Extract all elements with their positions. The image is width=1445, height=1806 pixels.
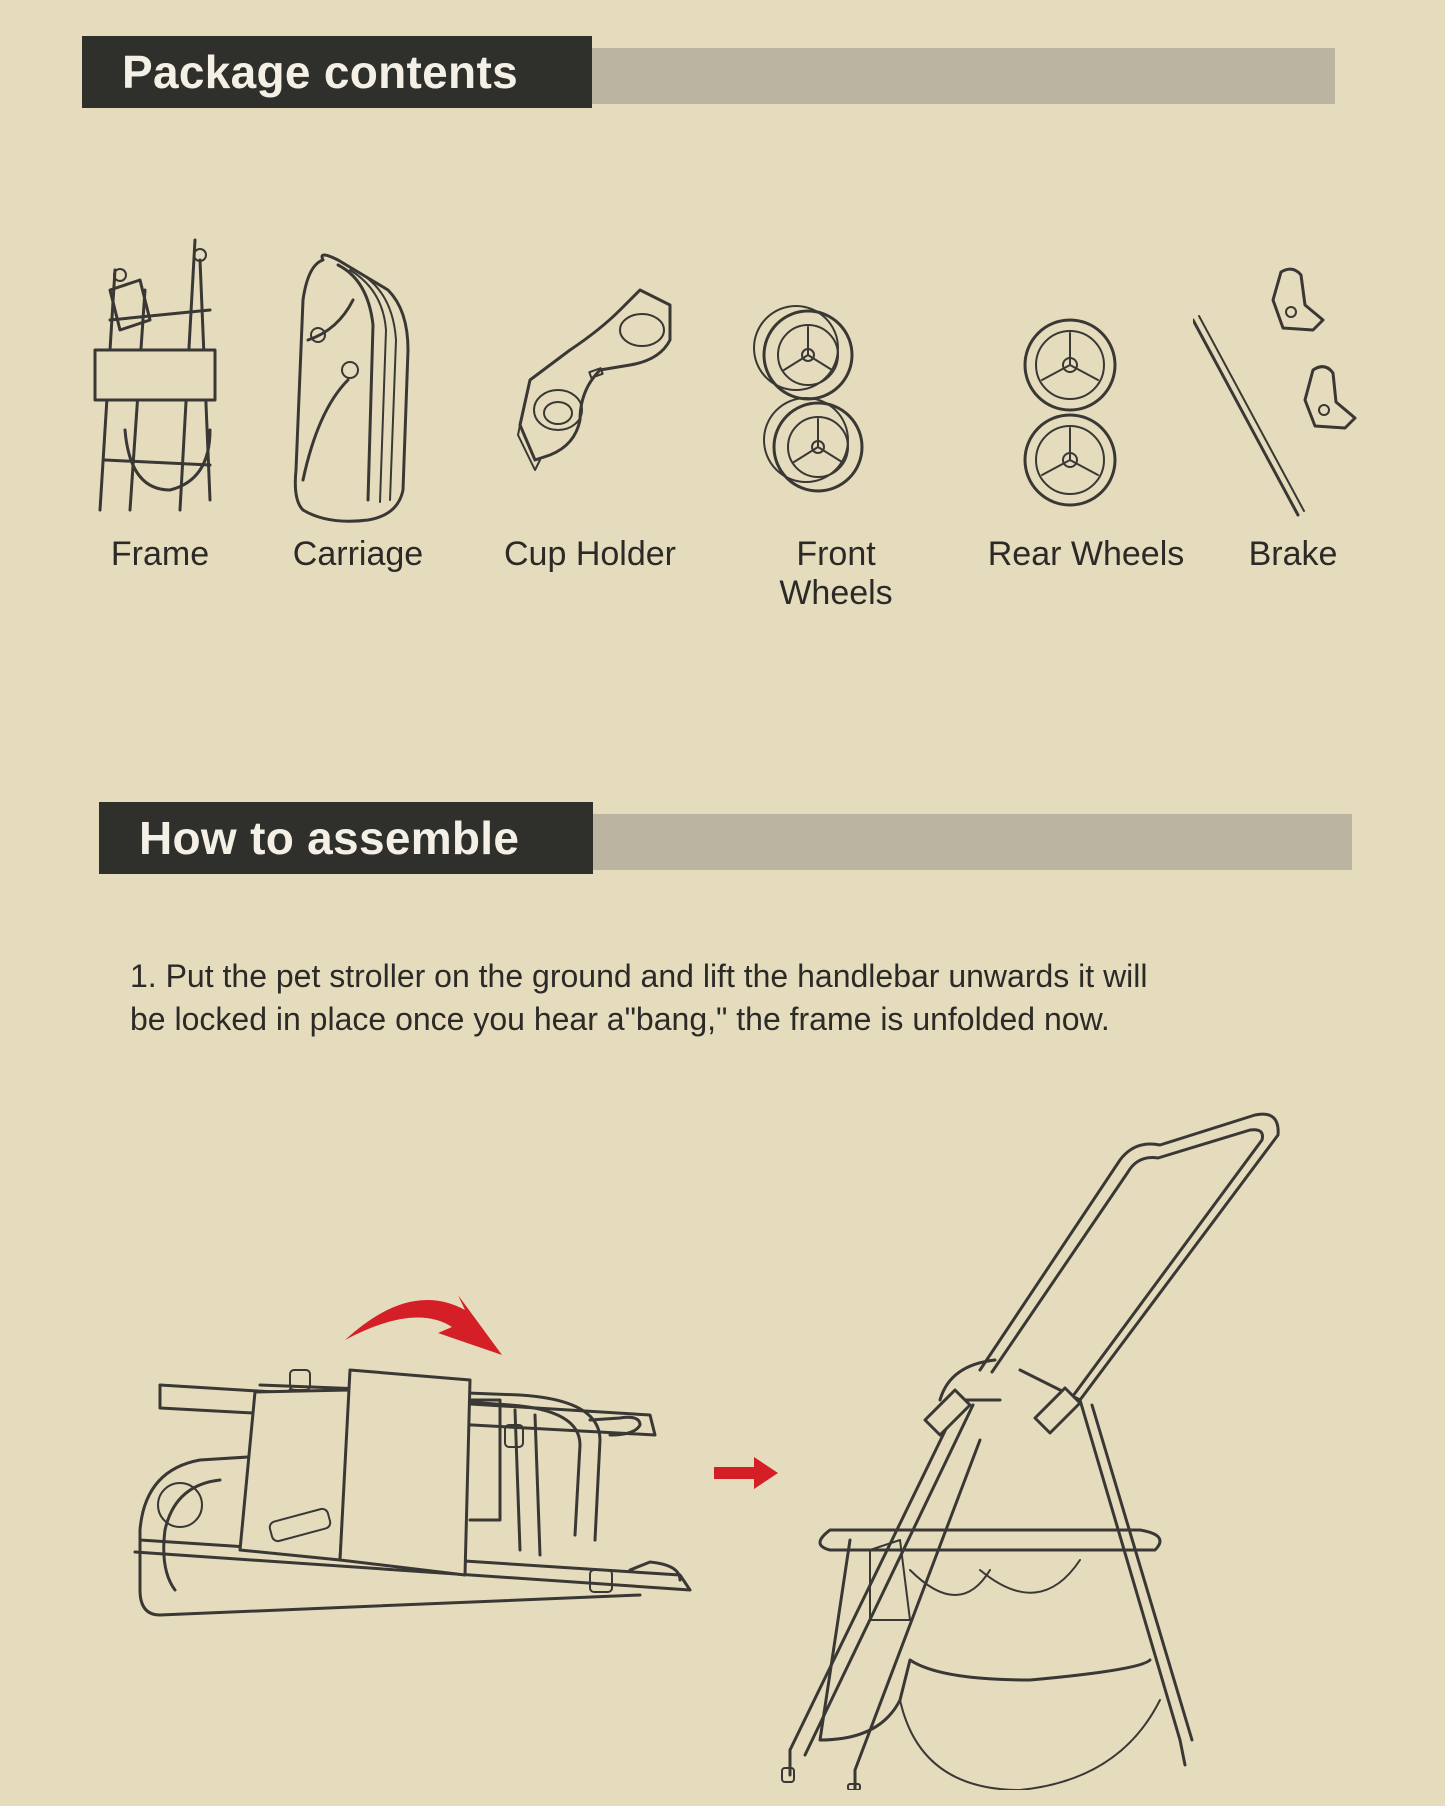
rear-wheel-lower [1025,415,1115,505]
brake-pedal-lower [1305,367,1355,428]
front-wheels-icon [736,230,936,530]
package-item-label: Brake [1248,535,1338,573]
carriage-icon [258,230,458,530]
package-contents-header [82,36,1335,108]
package-item-front-wheels [736,230,936,612]
package-item-cup-holder [490,230,690,590]
folded-frame-icon [60,230,260,530]
package-item-label: Cup Holder [504,535,676,573]
rear-wheel-upper [1025,320,1115,410]
front-wheel-upper [754,306,852,399]
package-item-brake [1193,230,1393,590]
how-to-assemble-header [99,802,1352,874]
cup-holder-icon [490,230,690,530]
unfolded-stroller-illustration [760,1100,1290,1790]
package-item-label: Rear Wheels [987,535,1185,573]
package-contents-header-bar [592,48,1335,104]
package-item-label: Front Wheels [779,535,893,612]
package-item-rear-wheels [986,230,1186,590]
rear-wheels-icon [986,230,1186,530]
brake-icon [1193,230,1393,530]
package-contents-title: Package contents [82,36,592,108]
how-to-assemble-title: How to assemble [99,802,593,874]
how-to-assemble-header-bar [593,814,1352,870]
package-item-label: Frame [110,535,210,573]
assembly-step-1-line-2: be locked in place once you hear a"bang," the frame is unfolded now. [130,1001,1110,1037]
fold-direction-arrow [340,1285,510,1365]
assembly-step-1 [130,955,1330,1041]
package-item-label: Carriage [292,535,424,573]
package-item-frame [60,230,260,590]
front-wheel-lower [764,398,862,491]
brake-pedal-upper [1273,269,1323,330]
assembly-step-1-line-1: 1. Put the pet stroller on the ground and lift the handlebar unwards it will [130,958,1148,994]
package-item-carriage [258,230,458,590]
